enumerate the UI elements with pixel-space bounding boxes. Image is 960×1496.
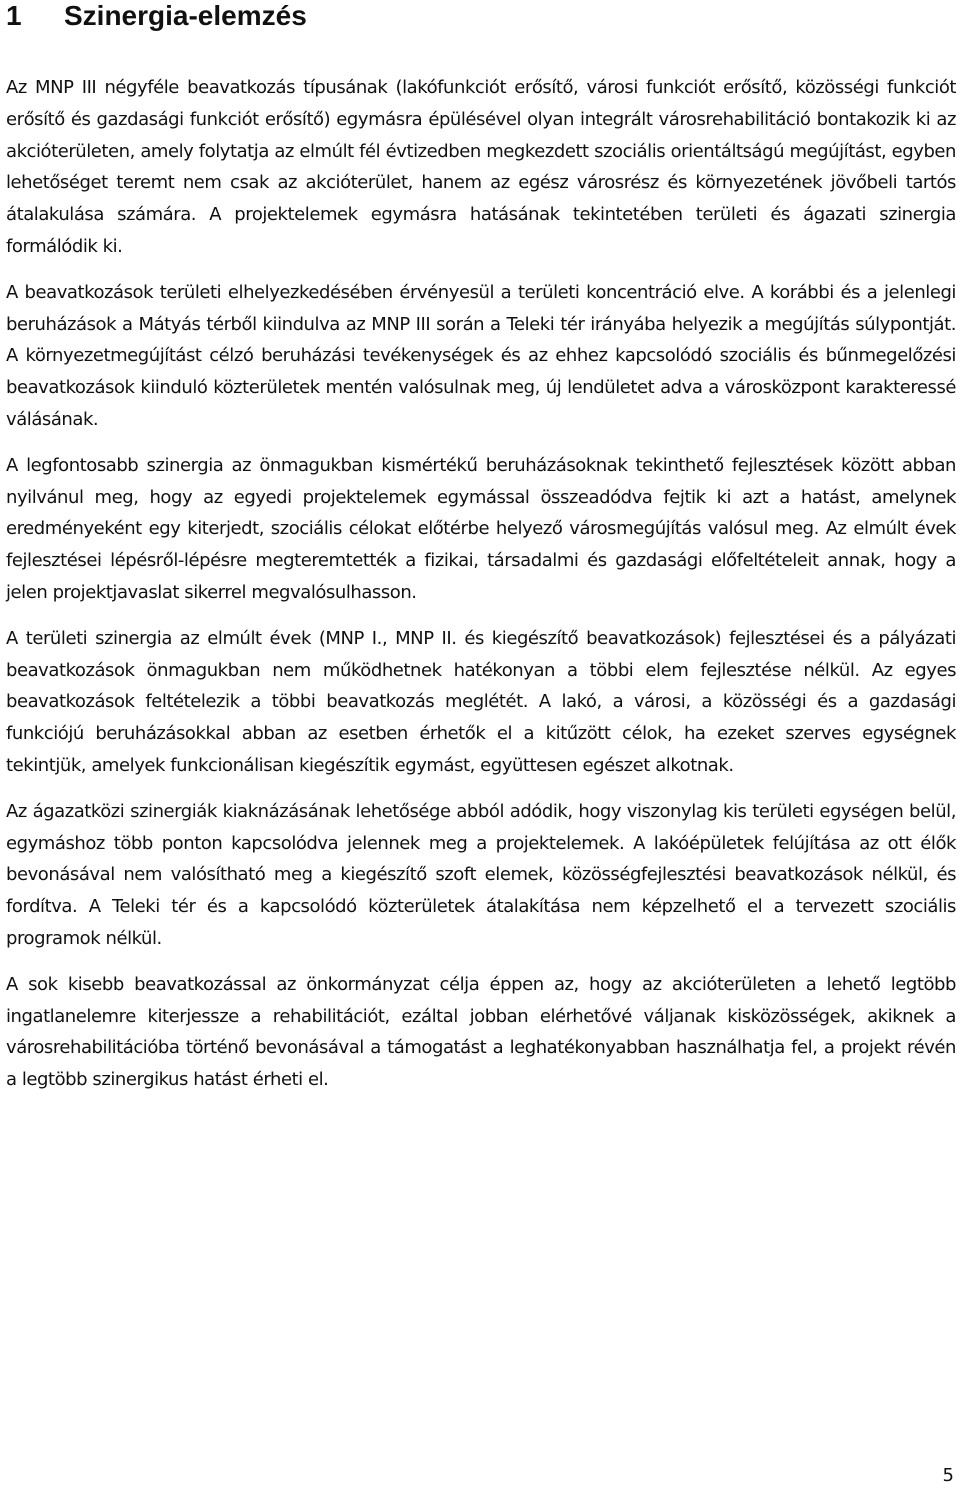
page-number: 5 (942, 1465, 954, 1486)
paragraph-2: A beavatkozások területi elhelyezkedésében érvényesül a területi koncentráció elve. A korábbi és a jelenlegi beruházások a Mátyás térből kiindulva az MNP III során a Teleki tér irányába helyezik a megújítás súlypontját. A környezetmegújítást célzó beruházási tevékenységek és az ehhez kapcsolódó szociális és bűnmegelőzési beavatkozások kiinduló közterületek mentén valósulnak meg, új lendületet adva a városközpont karakteressé válásának. (6, 281, 956, 430)
section-title: Szinergia-elemzés (64, 0, 307, 31)
paragraph-5: Az ágazatközi szinergiák kiaknázásának lehetősége abból adódik, hogy viszonylag kis területi egységen belül, egymáshoz több ponton kapcsolódva jelennek meg a projektelemek. A lakóépületek felújítása az ott élők bevonásával nem valósítható meg a kiegészítő szoft elemek, közösségfejlesztési beavatkozások nélkül, és fordítva. A Teleki tér és a kapcsolódó közterületek átalakítása nem képzelhető el a tervezett szociális programok nélkül. (6, 800, 956, 949)
paragraph-3: A legfontosabb szinergia az önmagukban kismértékű beruházásoknak tekinthető fejlesztések között abban nyilvánul meg, hogy az egyedi projektelemek egymással összeadódva fejtik ki azt a hatást, amelynek eredményeként egy kiterjedt, szociális célokat előtérbe helyező városmegújítás valósul meg. Az elmúlt évek fejlesztései lépésről-lépésre megteremtették a fizikai, társadalmi és gazdasági előfeltételeit annak, hogy a jelen projektjavaslat sikerrel megvalósulhasson. (6, 454, 956, 603)
body-text (6, 72, 956, 1110)
paragraph-4: A területi szinergia az elmúlt évek (MNP I., MNP II. és kiegészítő beavatkozások) fejlesztései és a pályázati beavatkozások önmagukban nem működhetnek hatékonyan a többi elem fejlesztése nélkül. Az egyes beavatkozások feltételezik a többi beavatkozás meglétét. A lakó, a városi, a közösségi és a gazdasági funkciójú beruházásokkal abban az esetben érhetők el a kitűzött célok, ha ezeket szerves egységnek tekintjük, amelyek funkcionálisan kiegészítik egymást, együttesen egészet alkotnak. (6, 627, 956, 776)
paragraph-6: A sok kisebb beavatkozással az önkormányzat célja éppen az, hogy az akcióterületen a lehető legtöbb ingatlanelemre kiterjessze a rehabilitációt, ezáltal jobban elérhetővé váljanak kisközösségek, akiknek a városrehabilitációba történő bevonásával a támogatást a leghatékonyabban használhatja fel, a projekt révén a legtöbb szinergikus hatást érheti el. (6, 973, 956, 1091)
section-heading (6, 0, 307, 34)
paragraph-1: Az MNP III négyféle beavatkozás típusának (lakófunkciót erősítő, városi funkciót erősítő, közösségi funkciót erősítő és gazdasági funkciót erősítő) egymásra épülésével olyan integrált városrehabilitáció bontakozik ki az akcióterületen, amely folytatja az elmúlt fél évtizedben megkezdett szociális orientáltságú megújítást, egyben lehetőséget teremt nem csak az akcióterület, hanem az egész városrész és környezetének jövőbeli tartós átalakulása számára. A projektelemek egymásra hatásának tekintetében területi és ágazati szinergia formálódik ki. (6, 77, 956, 257)
section-number: 1 (6, 0, 22, 31)
